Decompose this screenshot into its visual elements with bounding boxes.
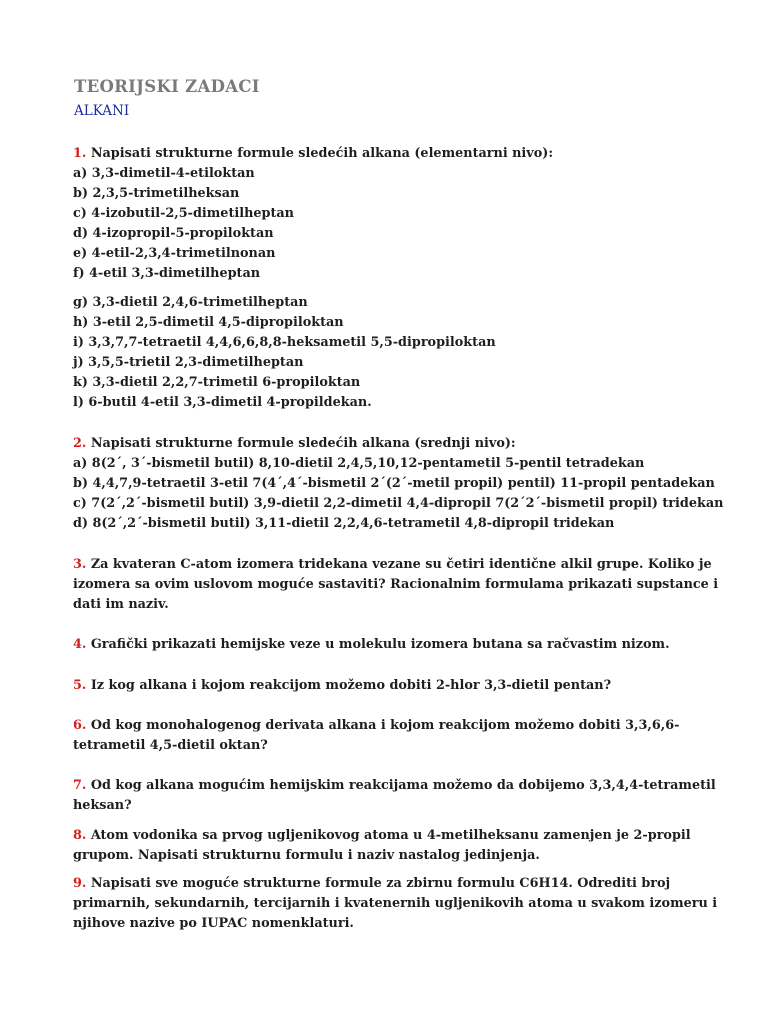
question-number: 3. <box>73 557 87 572</box>
question-1-item: l) 6-butil 4-etil 3,3-dimetil 4-propildekan. <box>73 395 372 410</box>
question-text: Za kvateran C-atom izomera tridekana vezane su četiri identične alkil grupe. Koliko je <box>86 557 712 572</box>
question-2 <box>73 435 516 452</box>
question-8 <box>73 827 691 844</box>
question-text: Atom vodonika sa prvog ugljenikovog atoma u 4-metilheksanu zamenjen je 2-propil <box>86 828 691 843</box>
question-number: 1. <box>73 146 87 161</box>
question-8-line: grupom. Napisati strukturnu formulu i naziv nastalog jedinjenja. <box>73 848 540 863</box>
question-2-item: c) 7(2´,2´-bismetil butil) 3,9-dietil 2,2-dimetil 4,4-dipropil 7(2´2´-bismetil propil) tridekan <box>73 496 724 511</box>
question-3 <box>73 556 712 573</box>
question-3-line: dati im naziv. <box>73 597 169 612</box>
page-title: TEORIJSKI ZADACI <box>74 77 260 96</box>
question-1-item: c) 4-izobutil-2,5-dimetilheptan <box>73 206 294 221</box>
question-1-item: j) 3,5,5-trietil 2,3-dimetilheptan <box>73 355 304 370</box>
question-text: Od kog monohalogenog derivata alkana i kojom reakcijom možemo dobiti 3,3,6,6- <box>86 718 680 733</box>
question-1-item: h) 3-etil 2,5-dimetil 4,5-dipropiloktan <box>73 315 344 330</box>
question-1-item: i) 3,3,7,7-tetraetil 4,4,6,6,8,8-heksametil 5,5-dipropiloktan <box>73 335 496 350</box>
question-number: 6. <box>73 718 87 733</box>
question-text: Iz kog alkana i kojom reakcijom možemo dobiti 2-hlor 3,3-dietil pentan? <box>86 678 612 693</box>
question-text: Od kog alkana mogućim hemijskim reakcijama možemo da dobijemo 3,3,4,4-tetrametil <box>86 778 716 793</box>
question-2-item: d) 8(2´,2´-bismetil butil) 3,11-dietil 2,2,4,6-tetrametil 4,8-dipropil tridekan <box>73 516 615 531</box>
question-6-line: tetrametil 4,5-dietil oktan? <box>73 738 268 753</box>
question-number: 4. <box>73 637 87 652</box>
question-text: Grafički prikazati hemijske veze u molekulu izomera butana sa račvastim nizom. <box>86 637 670 652</box>
question-9-line: primarnih, sekundarnih, tercijarnih i kvatenernih ugljenikovih atoma u svakom izomeru i <box>73 896 718 911</box>
question-1 <box>73 145 553 162</box>
question-7 <box>73 777 716 794</box>
question-9-line: njihove nazive po IUPAC nomenklaturi. <box>73 916 354 931</box>
question-text: Napisati sve moguće strukturne formule za zbirnu formulu C6H14. Odrediti broj <box>86 876 671 891</box>
question-3-line: izomera sa ovim uslovom moguće sastaviti? Racionalnim formulama prikazati supstance i <box>73 577 719 592</box>
question-1-item: a) 3,3-dimetil-4-etiloktan <box>73 166 255 181</box>
question-2-item: a) 8(2´, 3´-bismetil butil) 8,10-dietil 2,4,5,10,12-pentametil 5-pentil tetradekan <box>73 456 645 471</box>
question-1-item: d) 4-izopropil-5-propiloktan <box>73 226 274 241</box>
question-number: 9. <box>73 876 87 891</box>
question-number: 8. <box>73 828 87 843</box>
question-1-item: k) 3,3-dietil 2,2,7-trimetil 6-propiloktan <box>73 375 361 390</box>
question-7-line: heksan? <box>73 798 132 813</box>
question-2-item: b) 4,4,7,9-tetraetil 3-etil 7(4´,4´-bismetil 2´(2´-metil propil) pentil) 11-propil pentadekan <box>73 476 715 491</box>
question-number: 2. <box>73 436 87 451</box>
question-1-item: b) 2,3,5-trimetilheksan <box>73 186 240 201</box>
question-4 <box>73 636 670 653</box>
question-9 <box>73 875 670 892</box>
question-6 <box>73 717 679 734</box>
question-1-item: f) 4-etil 3,3-dimetilheptan <box>73 266 261 281</box>
question-1-item: g) 3,3-dietil 2,4,6-trimetilheptan <box>73 295 308 310</box>
question-1-item: e) 4-etil-2,3,4-trimetilnonan <box>73 246 276 261</box>
question-text: Napisati strukturne formule sledećih alkana (srednji nivo): <box>86 436 516 451</box>
question-5 <box>73 677 611 694</box>
question-text: Napisati strukturne formule sledećih alkana (elementarni nivo): <box>86 146 554 161</box>
question-number: 7. <box>73 778 87 793</box>
question-number: 5. <box>73 678 87 693</box>
section-heading: ALKANI <box>74 103 130 119</box>
